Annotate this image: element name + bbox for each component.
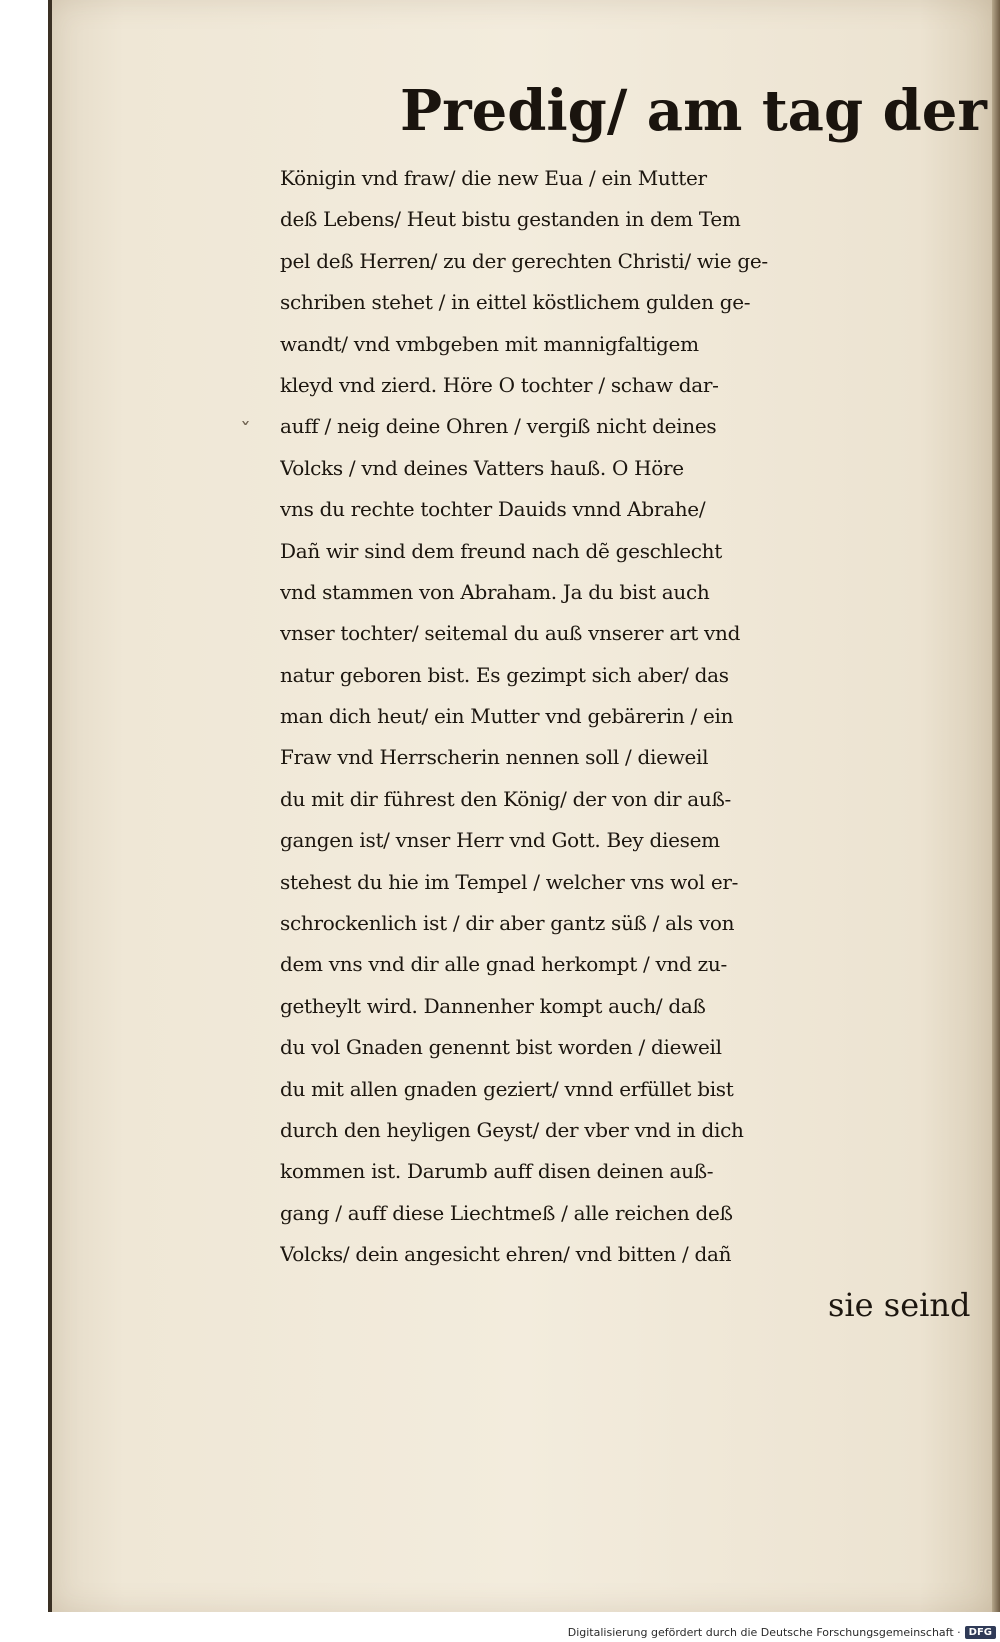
text-line: Volcks/ dein angesicht ehren/ vnd bitten / dañ [280, 1242, 732, 1267]
catchword: sie seind [828, 1286, 971, 1324]
text-line: du mit allen gnaden geziert/ vnnd erfüllet bist [280, 1076, 734, 1101]
text-line: gang / auff diese Liechtmeß / alle reichen deß [280, 1200, 733, 1225]
text-line: getheylt wird. Dannenher kompt auch/ daß [280, 993, 706, 1018]
page-gutter-edge [48, 0, 52, 1612]
text-line: pel deß Herren/ zu der gerechten Christi/ wie ge- [280, 248, 768, 273]
text-line: wandt/ vnd vmbgeben mit mannigfaltigem [280, 331, 699, 356]
text-line: stehest du hie im Tempel / welcher vns wol er- [280, 869, 739, 894]
text-line: vnser tochter/ seitemal du auß vnserer art vnd [280, 621, 741, 646]
text-line: schrockenlich ist / dir aber gantz süß / als von [280, 911, 735, 936]
text-line: durch den heyligen Geyst/ der vber vnd in dich [280, 1117, 744, 1142]
text-line: natur geboren bist. Es gezimpt sich aber/ das [280, 662, 729, 687]
text-line: Königin vnd fraw/ die new Eua / ein Mutter [280, 166, 707, 190]
text-line: dem vns vnd dir alle gnad herkompt / vnd zu- [280, 952, 727, 977]
running-head: Predig/ am tag der [400, 78, 987, 144]
text-line: gangen ist/ vnser Herr vnd Gott. Bey diesem [280, 828, 720, 853]
text-line: du mit dir führest den König/ der von dir auß- [280, 786, 732, 811]
text-line: Volcks / vnd deines Vatters hauß. O Höre [280, 455, 684, 480]
text-line: man dich heut/ ein Mutter vnd gebärerin / ein [280, 704, 734, 729]
text-line: Dañ wir sind dem freund nach dẽ geschlecht [280, 538, 722, 563]
margin-mark: ˇ [240, 420, 251, 445]
footer-credit: Digitalisierung gefördert durch die Deutsche Forschungsgemeinschaft · [567, 1625, 961, 1639]
digitization-footer [567, 1622, 1000, 1642]
text-line: schriben stehet / in eittel köstlichem gulden ge- [280, 290, 751, 315]
text-line: vnd stammen von Abraham. Ja du bist auch [280, 579, 710, 604]
body-text [280, 158, 980, 1276]
text-line: kommen ist. Darumb auff disen deinen auß- [280, 1159, 714, 1184]
page-fore-edge [992, 0, 1000, 1612]
text-line: deß Lebens/ Heut bistu gestanden in dem Tem [280, 207, 741, 232]
text-line: kleyd vnd zierd. Höre O tochter / schaw dar- [280, 372, 719, 397]
text-line: du vol Gnaden genennt bist worden / dieweil [280, 1035, 722, 1060]
dfg-logo: DFG [965, 1626, 996, 1639]
text-line: vns du rechte tochter Dauids vnnd Abrahe/ [280, 497, 706, 522]
text-line: auff / neig deine Ohren / vergiß nicht deines [280, 414, 717, 439]
text-line: Fraw vnd Herrscherin nennen soll / dieweil [280, 745, 709, 770]
